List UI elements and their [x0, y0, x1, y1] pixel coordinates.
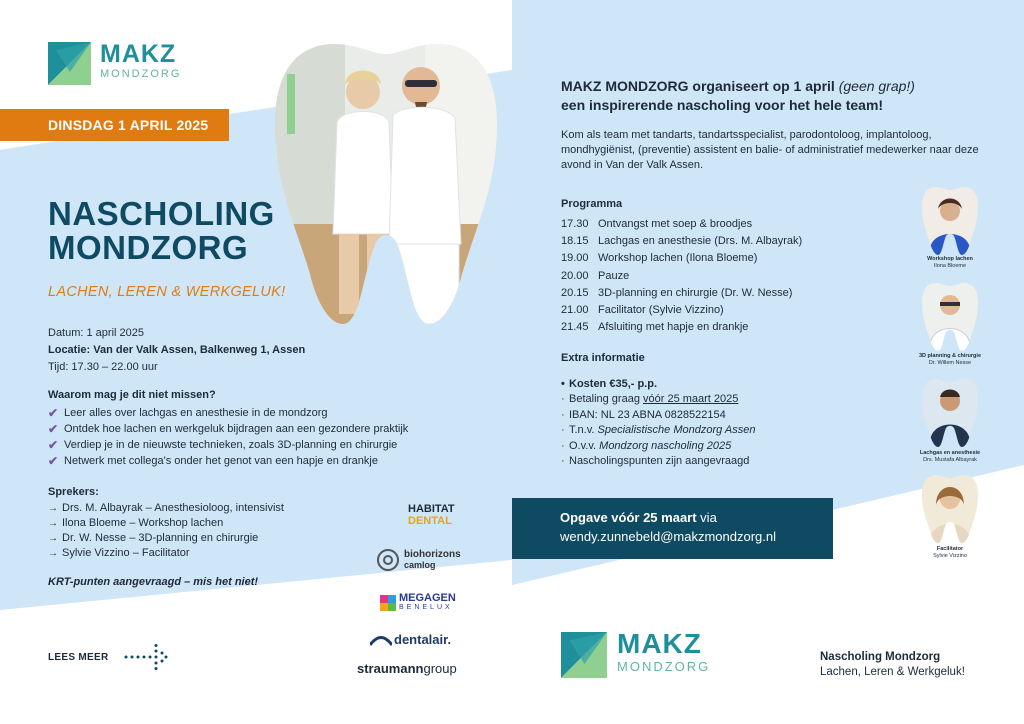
list-item: · T.n.v. Specialistische Mondzorg Assen	[561, 424, 756, 437]
sponsor-megagen: MEGAGEN BENELUX	[380, 593, 456, 613]
lees-meer-link[interactable]	[48, 644, 169, 670]
check-icon: ✔	[48, 422, 59, 436]
speakers-tooth-photo	[275, 44, 497, 324]
extra-info-list	[561, 377, 755, 469]
arrow-right-icon: →	[48, 503, 58, 514]
speakers-heading: Sprekers:	[48, 486, 99, 498]
makz-footer-logo: MAKZ MONDZORG	[617, 628, 711, 674]
list-item: ✔ Ontdek hoe lachen en werkgeluk bijdragen aan een gezondere praktijk	[48, 422, 409, 436]
sponsor-biohorizons: biohorizons camlog	[376, 548, 461, 572]
list-item: · Betaling graag vóór 25 maart 2025	[561, 393, 739, 406]
list-item: • Kosten €35,- p.p.	[561, 378, 658, 390]
presenter-caption: Facilitator Sylvie Vizzino	[933, 546, 967, 559]
speakers-list	[48, 501, 284, 561]
list-item: 21.45 Afsluiting met hapje en drankje	[561, 321, 749, 334]
makz-logo-icon	[48, 42, 91, 85]
dotted-arrow-icon	[123, 644, 169, 670]
list-item: 18.15 Lachgas en anesthesie (Drs. M. Albayrak)	[561, 235, 803, 248]
programma-heading: Programma	[561, 198, 623, 210]
list-item: 17.30 Ontvangst met soep & broodjes	[561, 218, 753, 230]
list-item: · O.v.v. Mondzorg nascholing 2025	[561, 439, 732, 452]
list-item: → Ilona Bloeme – Workshop lachen	[48, 517, 224, 529]
intro-text: Kom als team met tandarts, tandartsspecialist, parodontoloog, implantoloog, mondhygiënist, (preventie) assistent en balie- of administratief medewerker naar deze avond in Van der Valk Assen.	[561, 129, 979, 171]
presenter-caption: 3D planning & chirurgie Dr. Willem Nesse	[918, 353, 982, 366]
list-item: · Nascholingspunten zijn aangevraagd	[561, 455, 750, 468]
event-info	[48, 325, 305, 376]
list-item: 21.00 Facilitator (Sylvie Vizzino)	[561, 304, 724, 317]
info-locatie: Locatie: Van der Valk Assen, Balkenweg 1, Assen	[48, 344, 306, 356]
check-icon: ✔	[48, 454, 59, 468]
info-datum: Datum: 1 april 2025	[48, 327, 144, 339]
event-date-banner: DINSDAG 1 APRIL 2025	[0, 109, 229, 141]
list-item: → Dr. W. Nesse – 3D-planning en chirurgie	[48, 532, 259, 544]
list-item: ✔ Leer alles over lachgas en anesthesie in de mondzorg	[48, 406, 328, 420]
info-tijd: Tijd: 17.30 – 22.00 uur	[48, 361, 158, 373]
arrow-right-icon: →	[48, 518, 58, 529]
sponsor-habitat-dental: HABITAT DENTAL	[408, 503, 455, 527]
biohorizons-icon	[376, 548, 400, 572]
title-line-2: MONDZORG	[48, 229, 249, 266]
why-heading: Waarom mag je dit niet missen?	[48, 389, 216, 401]
extra-info-heading: Extra informatie	[561, 352, 645, 364]
page-title	[48, 197, 275, 265]
tagline: LACHEN, LEREN & WERKGELUK!	[48, 284, 286, 300]
list-item: · IBAN: NL 23 ABNA 0828522154	[561, 408, 726, 421]
registration-banner: Opgave vóór 25 maart via wendy.zunnebeld@makzmondzorg.nl	[512, 498, 833, 559]
makz-logo	[100, 40, 181, 81]
lees-meer-label: LEES MEER	[48, 651, 109, 663]
arrow-right-icon: →	[48, 548, 58, 559]
arrow-right-icon: →	[48, 533, 58, 544]
check-icon: ✔	[48, 406, 59, 420]
megagen-icon	[380, 595, 396, 611]
list-item: → Drs. M. Albayrak – Anesthesioloog, intensivist	[48, 502, 284, 514]
presenter-caption: Lachgas en anesthesie Drs. Mustafa Albayrak	[919, 450, 981, 463]
dentalair-icon	[370, 634, 392, 646]
list-item: 20.15 3D-planning en chirurgie (Dr. W. Nesse)	[561, 286, 793, 299]
logo-sub: MONDZORG	[100, 68, 182, 80]
title-line-1: NASCHOLING	[48, 195, 275, 232]
footer-text: Nascholing Mondzorg Lachen, Leren & Werkgeluk!	[820, 651, 965, 678]
list-item: 19.00 Workshop lachen (Ilona Bloeme)	[561, 252, 758, 265]
list-item: ✔ Netwerk met collega's onder het genot van een hapje en drankje	[48, 454, 378, 468]
programma-list	[561, 216, 802, 336]
why-list	[48, 405, 408, 469]
makz-footer-logo-icon	[561, 632, 607, 678]
krt-notice: KRT-punten aangevraagd – mis het niet!	[48, 576, 259, 588]
sponsor-dentalair: dentalair.	[370, 632, 451, 647]
logo-name: MAKZ	[100, 40, 177, 68]
registration-email-link[interactable]: wendy.zunnebeld@makzmondzorg.nl	[560, 529, 777, 544]
check-icon: ✔	[48, 438, 59, 452]
sponsor-straumann: straumanngroup	[357, 661, 457, 676]
list-item: → Sylvie Vizzino – Facilitator	[48, 547, 190, 559]
right-heading: MAKZ MONDZORG organiseert op 1 april (geen grap!) een inspirerende nascholing voor het hele team!	[561, 78, 915, 113]
list-item: 20.00 Pauze	[561, 269, 630, 282]
presenter-caption: Workshop lachen Ilona Bloeme	[927, 256, 973, 269]
list-item: ✔ Verdiep je in de nieuwste technieken, zoals 3D-planning en chirurgie	[48, 438, 398, 452]
